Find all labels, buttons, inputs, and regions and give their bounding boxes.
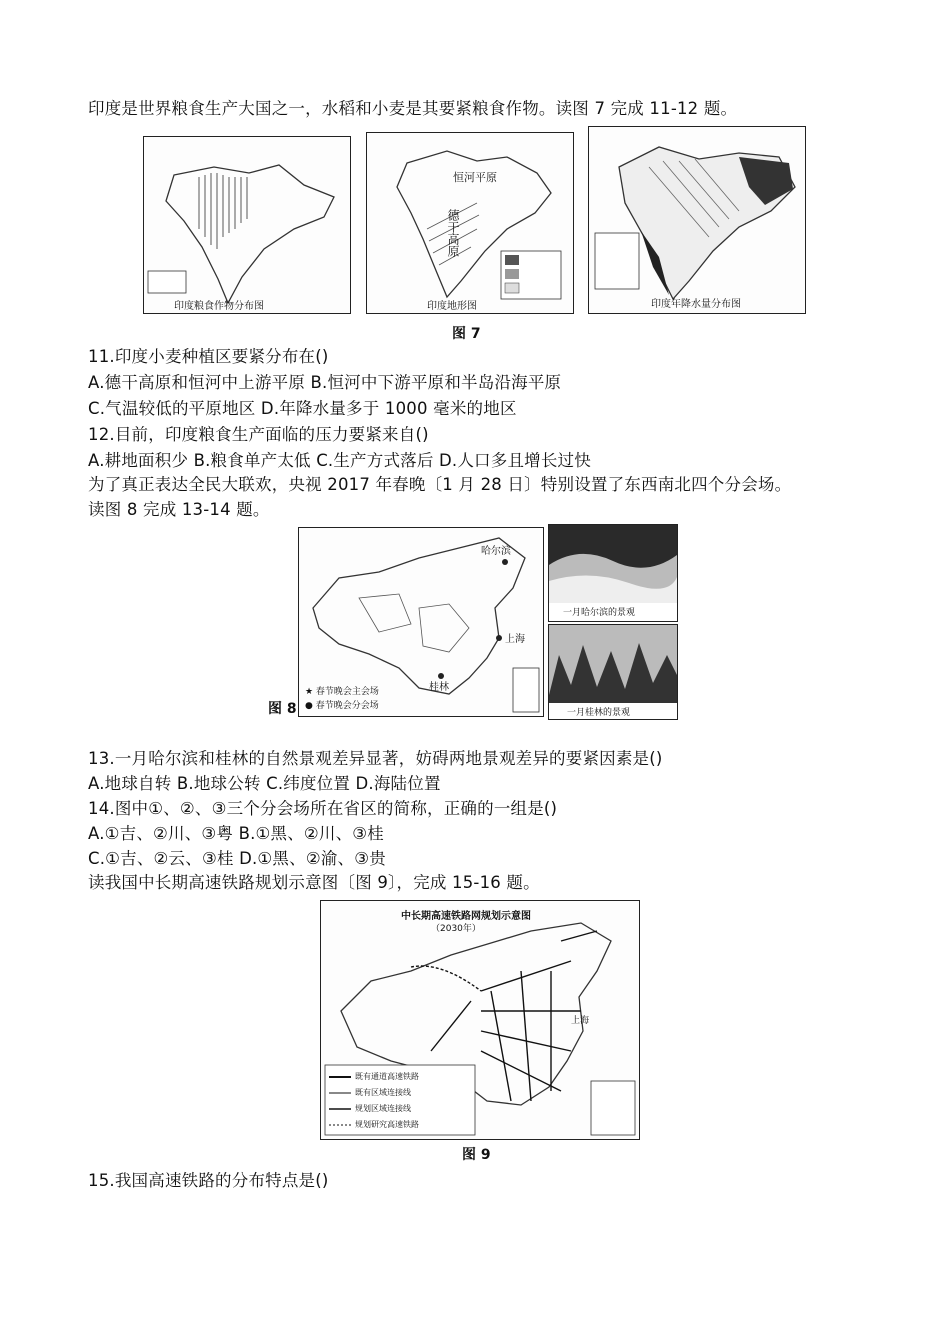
figure7-rainfall-map xyxy=(588,126,806,314)
legend-sub-venue: ● 春节晚会分会场 xyxy=(305,701,379,711)
legend-main-venue: ★ 春节晚会主会场 xyxy=(305,687,379,697)
q13-options: A.地球自转 B.地球公转 C.纬度位置 D.海陆位置 xyxy=(88,774,441,793)
figure7-terrain-map xyxy=(366,132,574,314)
figure9-caption: 图 9 xyxy=(462,1147,491,1163)
label-ganges-plain: 恒河平原 xyxy=(453,171,497,184)
q14-options-1: A.①吉、②川、③粤 B.①黑、②川、③桂 xyxy=(88,824,385,843)
figure7-crop-map xyxy=(143,136,351,314)
q11-stem: 11.印度小麦种植区要紧分布在() xyxy=(88,347,329,366)
figure9-title: 中长期高速铁路网规划示意图 xyxy=(401,911,531,922)
legend-rail-4: 规划研究高速铁路 xyxy=(355,1120,419,1129)
intro-rail: 读我国中长期高速铁路规划示意图〔图 9〕，完成 15-16 题。 xyxy=(88,873,540,892)
intro-gala-1: 为了真正表达全民大联欢，央视 2017 年春晚〔1 月 28 日〕特别设置了东西南北四个分会场。 xyxy=(88,475,792,494)
intro-india: 印度是世界粮食生产大国之一，水稻和小麦是其要紧粮食作物。读图 7 完成 11-12 题。 xyxy=(88,99,738,118)
q11-options-1: A.德干高原和恒河中上游平原 B.恒河中下游平原和半岛沿海平原 xyxy=(88,373,562,392)
figure9-rail-map xyxy=(320,900,640,1140)
label-deccan-plateau: 德干高原 xyxy=(446,209,460,257)
india-terrain-map-graphic xyxy=(367,133,573,313)
photo-guilin xyxy=(548,624,678,720)
figure8-caption: 图 8 xyxy=(268,701,297,717)
legend-rail-2: 既有区域连接线 xyxy=(355,1088,411,1097)
label-shanghai: 上海 xyxy=(505,634,525,645)
figure8-china-map xyxy=(298,527,544,717)
intro-gala-2: 读图 8 完成 13-14 题。 xyxy=(88,500,270,519)
photo-harbin-caption: 一月哈尔滨的景观 xyxy=(563,608,636,618)
label-guilin: 桂林 xyxy=(429,682,449,693)
figure7-panel2-title: 印度地形图 xyxy=(427,301,477,312)
india-crop-map-graphic xyxy=(144,137,350,313)
figure9-label-shanghai: 上海 xyxy=(571,1016,590,1026)
figure9-subtitle: （2030年） xyxy=(431,924,481,934)
q11-options-2: C.气温较低的平原地区 D.年降水量多于 1000 毫米的地区 xyxy=(88,399,517,418)
photo-harbin xyxy=(548,524,678,622)
q13-stem: 13.一月哈尔滨和桂林的自然景观差异显著，妨碍两地景观差异的要紧因素是() xyxy=(88,749,663,768)
india-rainfall-map-graphic xyxy=(589,127,805,313)
label-harbin: 哈尔滨 xyxy=(481,546,511,557)
photo-guilin-caption: 一月桂林的景观 xyxy=(567,708,631,718)
figure7-panel1-title: 印度粮食作物分布图 xyxy=(174,301,264,312)
legend-rail-3: 规划区域连接线 xyxy=(355,1104,411,1113)
q15-stem: 15.我国高速铁路的分布特点是() xyxy=(88,1171,329,1190)
q12-options: A.耕地面积少 B.粮食单产太低 C.生产方式落后 D.人口多且增长过快 xyxy=(88,451,591,470)
figure7-panel3-title: 印度年降水量分布图 xyxy=(651,299,741,310)
q14-stem: 14.图中①、②、③三个分会场所在省区的简称，正确的一组是() xyxy=(88,799,558,818)
figure7-caption: 图 7 xyxy=(452,326,481,342)
q12-stem: 12.目前，印度粮食生产面临的压力要紧来自() xyxy=(88,425,429,444)
legend-rail-1: 既有通道高速铁路 xyxy=(355,1072,419,1081)
q14-options-2: C.①吉、②云、③桂 D.①黑、②渝、③贵 xyxy=(88,849,386,868)
